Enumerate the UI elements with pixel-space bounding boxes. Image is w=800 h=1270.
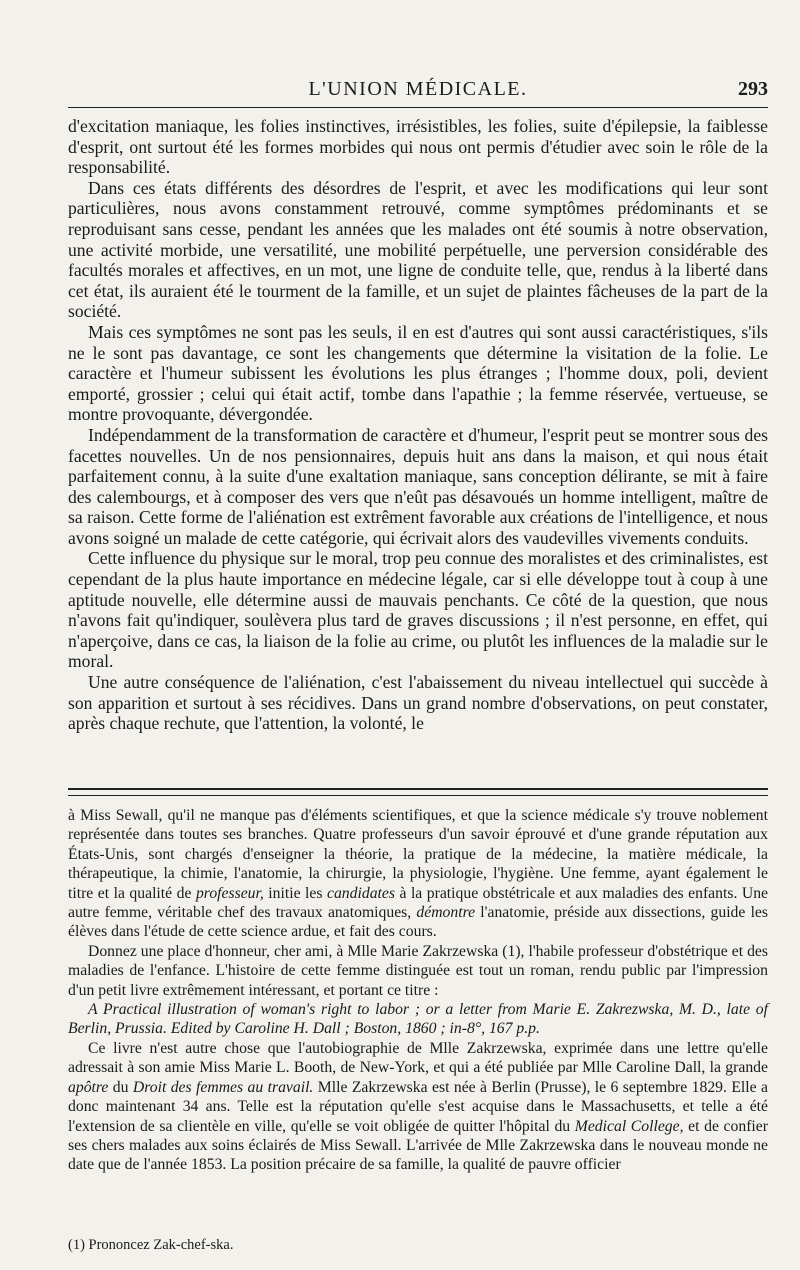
page-number: 293: [738, 78, 768, 100]
body-paragraph: Indépendamment de la transformation de caractère et d'humeur, l'esprit peut se montrer sous des facettes nouvelles. Un de nos pensionnaires, depuis huit ans dans la maison, et qui nous était parfaitement connu, à la suite d'une exaltation maniaque, sans conception délirante, se mit à faire des calembourgs, et à composer des vers que n'eût pas désavoués un homme intelligent, maître de sa raison. Cette forme de l'aliénation est extrêment favorable aux créations de l'intelligence, et nous avons soigné un malade de cette catégorie, qui écrivait alors des vaudevilles vivements conduits.: [68, 424, 768, 548]
text-run: initie les: [263, 884, 327, 902]
italic-run: Medical College,: [574, 1117, 684, 1135]
body-paragraph: d'excitation maniaque, les folies instinctives, irrésistibles, les folies, suite d'épilepsie, la faiblesse d'esprit, ont surtout été les formes morbides qui nous ont permis d'étudier avec soin le rôle de la responsabilité.: [68, 116, 768, 178]
italic-run: apôtre: [68, 1078, 109, 1096]
feuilleton-text: [68, 806, 768, 1175]
book-citation: A Practical illustration of woman's right to labor ; or a letter from Marie E. Zakrezwska, M. D., late of Berlin, Prussia. Edited by Caroline H. Dall ; Boston, 1860 ; in-8°, 167 p.p.: [68, 1001, 768, 1038]
feuilleton-paragraph: Donnez une place d'honneur, cher ami, à Mlle Marie Zakrzewska (1), l'habile professeur d'obstétrique et des maladies de l'enfance. L'histoire de cette femme distinguée est tout un roman, rendu public par l'impression d'un petit livre extrêmement intéressant, et portant ce titre :: [68, 942, 768, 999]
text-run: et de confier ses chers malades aux soins éclairés de Miss Sewall. L'arrivée de Mlle Zakrzewska dans le nouveau monde ne date que de l'année 1853. La position précaire de sa famille, la qualité de pauvre officier: [68, 1117, 768, 1174]
body-paragraph: Cette influence du physique sur le moral, trop peu connue des moralistes et des criminalistes, est cependant de la plus haute importance en médecine légale, car si elle développe tout à coup à une aptitude nouvelle, elle détermine aussi de mauvais penchants. Ce côté de la question, que nous n'avons fait qu'indiquer, soulèvera plus tard de graves discussions ; il n'est personne, en effet, qui n'aperçoive, dans ce cas, la liaison de la folie au crime, ou plutôt les influences de la maladie sur le moral.: [68, 548, 768, 672]
main-body-text: [68, 116, 768, 734]
header-rule: [68, 107, 768, 108]
text-run: à la pratique obstétricale et aux maladies des enfants. Une autre femme, véritable chef des travaux anatomiques,: [68, 884, 769, 922]
feuilleton-paragraph: [68, 806, 768, 942]
running-title: L'UNION MÉDICALE.: [308, 78, 528, 100]
section-divider: [68, 788, 768, 796]
italic-run: démontre: [416, 904, 476, 922]
body-paragraph: Une autre conséquence de l'aliénation, c'est l'abaissement du niveau intellectuel qui succède à son apparition et surtout à ses récidives. Dans un grand nombre d'observations, on peut constater, après chaque rechute, que l'attention, la volonté, le: [68, 672, 768, 734]
body-paragraph: Dans ces états différents des désordres de l'esprit, et avec les modifications qui leur sont particulières, nous avons constamment retrouvé, comme symptômes prédominants et se reproduisant sans cesse, pendant les années que les malades ont été soumis à notre observation, une activité morbide, une versatilité, une mobilité perpétuelle, une perversion considérable des facultés morales et affectives, en un mot, une ligne de conduite telle, que, rendus à la liberté dans cet état, ils auraient été le tourment de la famille, et un sujet de plaintes fâcheuses de la part de la société.: [68, 177, 768, 322]
text-run: Mlle Zakrzewska est née à Berlin (Prusse), le 6 septembre 1829. Elle a donc maintenant 34 ans. Telle est la réputation qu'elle s'est acquise dans le Massachusetts, et telle a été l'extension de sa clientèle en ville, qu'elle se voit obligée de quitter l'hôpital du: [68, 1078, 768, 1135]
italic-run: Droit des femmes au travail.: [132, 1078, 314, 1096]
text-run: à Miss Sewall, qu'il ne manque pas d'éléments scientifiques, et que la science médicale s'y trouve noblement représentée dans toutes ses branches. Quatre professeurs d'un savoir éprouvé et d'une grande réputation aux États-Unis, sont chargés d'enseigner la théorie, la pratique de la médecine, la matière médicale, la thérapeutique, la chimie, l'anatomie, la chirurgie, la physiologie, l'hygiène. Une femme, ayant également le titre et la qualité de: [68, 807, 768, 902]
text-run: l'anatomie, préside aux dissections, guide les élèves dans l'étude de cette science ardue, et fait des cours.: [68, 904, 768, 941]
text-run: du: [108, 1078, 133, 1096]
italic-run: candidates: [327, 884, 395, 902]
body-paragraph: Mais ces symptômes ne sont pas les seuls, il en est d'autres qui sont aussi caractéristiques, s'ils ne le sont pas davantage, ce sont les changements que détermine la visitation de la folie. Le caractère et l'humeur subissent les évolutions les plus étranges ; l'homme doux, poli, devient emporté, grossier ; celui qui était actif, tombe dans l'apathie ; la femme réservée, vertueuse, se montre provoquante, dévergondée.: [68, 321, 768, 425]
footnote: (1) Prononcez Zak-chef-ska.: [68, 1237, 234, 1253]
page-header: [68, 78, 768, 102]
text-run: Ce livre n'est autre chose que l'autobiographie de Mlle Zakrzewska, exprimée dans une lettre qu'elle adressait à son amie Miss Marie L. Booth, de New-York, et qui a été publiée par Mlle Caroline Dall, la grande: [68, 1039, 768, 1077]
feuilleton-paragraph: [68, 1039, 768, 1175]
italic-run: professeur,: [195, 884, 264, 902]
